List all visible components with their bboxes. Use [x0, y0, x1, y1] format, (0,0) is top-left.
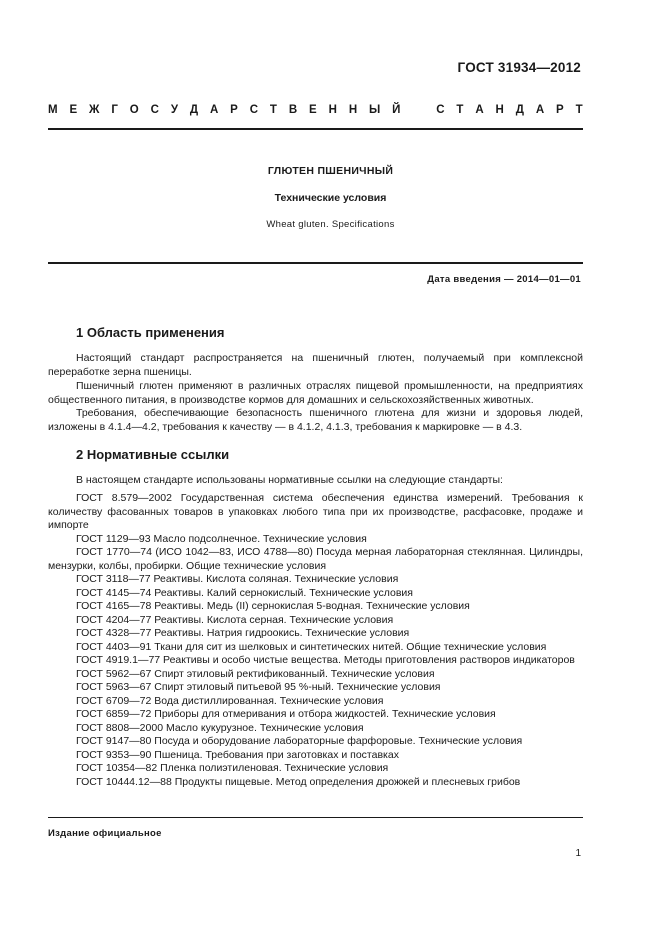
- title-rule: [48, 262, 583, 264]
- banner-letter: Д: [515, 104, 524, 116]
- banner-letter: С: [436, 104, 445, 116]
- banner-letter: Е: [309, 104, 317, 116]
- banner-letter: Р: [230, 104, 238, 116]
- banner-letter: О: [129, 104, 139, 116]
- reference-item: ГОСТ 4165—78 Реактивы. Медь (II) сернокислая 5-водная. Технические условия: [76, 600, 470, 612]
- standard-banner: [48, 104, 583, 116]
- header-rule: [48, 128, 583, 130]
- section-2-intro: В настоящем стандарте использованы нормативные ссылки на следующие стандарты:: [76, 474, 503, 486]
- banner-gap: [412, 104, 424, 116]
- reference-item: ГОСТ 4145—74 Реактивы. Калий сернокислый. Технические условия: [76, 586, 413, 599]
- banner-letter: В: [288, 104, 298, 116]
- page-number: 1: [575, 848, 581, 859]
- banner-letter: С: [249, 104, 259, 116]
- reference-item: ГОСТ 1770—74 (ИСО 1042—83, ИСО 4788—80) Посуда мерная лабораторная стеклянная. Цилиндры, мензурки, колбы, пробирки. Общие технические условия: [48, 546, 583, 572]
- banner-letter: Н: [348, 104, 358, 116]
- banner-letter: Г: [111, 104, 118, 116]
- reference-item: ГОСТ 3118—77 Реактивы. Кислота соляная. Технические условия: [76, 573, 399, 585]
- section-1-paragraph: Пшеничный глютен применяют в различных отраслях пищевой промышленности, на предприятиях общественного питания, в производстве кормов для домашних и сельскохозяйственных животных.: [48, 380, 583, 406]
- reference-item: ГОСТ 9353—90 Пшеница. Требования при заготовках и поставках: [76, 748, 399, 761]
- reference-item: ГОСТ 4403—91 Ткани для сит из шелковых и синтетических нитей. Общие технические условия: [76, 640, 547, 653]
- reference-item: ГОСТ 10354—82 Пленка полиэтиленовая. Технические условия: [76, 762, 389, 774]
- section-1-paragraph: Настоящий стандарт распространяется на пшеничный глютен, получаемый при комплексной переработке зерна пшеницы.: [48, 352, 583, 378]
- normative-references-list: [48, 492, 583, 789]
- banner-letter: Е: [69, 104, 78, 116]
- reference-item: ГОСТ 6709—72 Вода дистиллированная. Технические условия: [76, 694, 384, 707]
- banner-letter: Т: [269, 104, 277, 116]
- gost-code: ГОСТ 31934—2012: [457, 60, 581, 75]
- banner-letter: Д: [189, 104, 199, 116]
- reference-item: ГОСТ 4204—77 Реактивы. Кислота серная. Технические условия: [76, 613, 394, 626]
- reference-item: ГОСТ 8.579—2002 Государственная система обеспечения единства измерений. Требования к количеству фасованных товаров в упаковках любого типа при их производстве, расфасовке, продаже и импорте: [48, 492, 583, 531]
- section-1-paragraph: Требования, обеспечивающие безопасность пшеничного глютена для жизни и здоровья людей, изложены в 4.1.4—4.2, требования к качеству — в 4.1.2, 4.1.3, требования к маркировке — в 4.3.: [48, 407, 583, 433]
- official-edition-label: Издание официальное: [48, 828, 162, 839]
- reference-item: ГОСТ 4919.1—77 Реактивы и особо чистые вещества. Методы приготовления растворов индикаторов: [76, 654, 575, 666]
- banner-letter: Т: [456, 104, 464, 116]
- reference-item: ГОСТ 10444.12—88 Продукты пищевые. Метод определения дрожжей и плесневых грибов: [76, 775, 521, 788]
- english-title: Wheat gluten. Specifications: [266, 219, 395, 230]
- reference-item: ГОСТ 5963—67 Спирт этиловый питьевой 95 %-ный. Технические условия: [76, 681, 441, 693]
- reference-item: ГОСТ 6859—72 Приборы для отмеривания и отбора жидкостей. Технические условия: [76, 708, 496, 720]
- footer-rule: [48, 817, 583, 818]
- reference-item: ГОСТ 5962—67 Спирт этиловый ректификованный. Технические условия: [76, 667, 435, 680]
- introduction-date: Дата введения — 2014—01—01: [427, 274, 581, 285]
- banner-letter: А: [209, 104, 219, 116]
- section-1-heading: 1 Область применения: [76, 325, 225, 340]
- reference-item: ГОСТ 1129—93 Масло подсолнечное. Технические условия: [76, 532, 367, 545]
- document-title: ГЛЮТЕН ПШЕНИЧНЫЙ: [267, 165, 394, 177]
- section-2-heading: 2 Нормативные ссылки: [76, 447, 230, 462]
- reference-item: ГОСТ 8808—2000 Масло кукурузное. Технические условия: [76, 721, 364, 734]
- banner-letter: А: [475, 104, 484, 116]
- banner-letter: У: [170, 104, 178, 116]
- banner-letter: М: [48, 104, 58, 116]
- banner-letter: Ы: [369, 104, 381, 116]
- banner-letter: А: [535, 104, 545, 116]
- reference-item: ГОСТ 4328—77 Реактивы. Натрия гидроокись. Технические условия: [76, 627, 410, 639]
- banner-letter: С: [150, 104, 159, 116]
- banner-letter: Н: [328, 104, 337, 116]
- banner-letter: Р: [556, 104, 564, 116]
- banner-letter: Т: [575, 104, 583, 116]
- document-subtitle: Технические условия: [274, 192, 387, 204]
- banner-letter: Ж: [89, 104, 100, 116]
- reference-item: ГОСТ 9147—80 Посуда и оборудование лабораторные фарфоровые. Технические условия: [76, 735, 523, 747]
- banner-letter: Н: [495, 104, 504, 116]
- banner-letter: Й: [392, 104, 401, 116]
